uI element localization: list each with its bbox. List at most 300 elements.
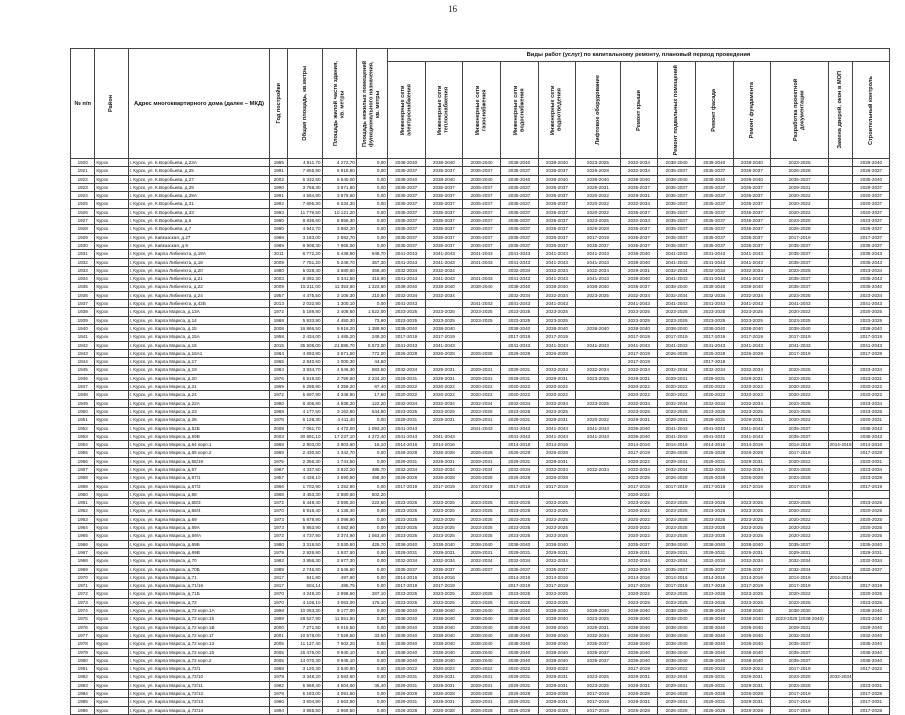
work-period-cell: 2038-2040 xyxy=(658,324,696,332)
table-row xyxy=(71,698,890,706)
table-row xyxy=(71,225,890,233)
work-period-cell xyxy=(828,565,852,573)
work-period-cell: 2017-2019 xyxy=(733,482,771,490)
work-period-cell: 2029-2031 xyxy=(500,548,538,556)
work-period-cell: 2029-2031 xyxy=(500,457,538,465)
work-period-cell: 2038-2040 xyxy=(463,640,501,648)
work-period-cell: 2026-2028 xyxy=(425,474,463,482)
work-type-header: Строительный контроль xyxy=(853,62,890,159)
work-period-cell: 2038-2040 xyxy=(853,607,890,615)
address-cell: г. Курск, ул. К.Воробьева, д.33 xyxy=(128,208,270,216)
table-row xyxy=(71,192,890,200)
area-living-cell: 4 091,60 xyxy=(322,690,356,698)
work-period-cell xyxy=(828,300,852,308)
district-cell: Курск xyxy=(95,665,128,673)
work-period-cell: 2023-2025 xyxy=(425,316,463,324)
row-number-cell: 1960 xyxy=(71,490,95,498)
work-period-cell: 2038-2040 xyxy=(733,615,771,623)
work-period-cell: 2038-2040 xyxy=(695,607,733,615)
year-cell: 1993 xyxy=(270,208,288,216)
work-period-cell: 2041-2043 xyxy=(733,300,771,308)
table-row xyxy=(71,706,890,714)
area-cell: 3 348,20 xyxy=(288,673,322,681)
address-cell: г. Курск, ул. Карла Либкнехта, д.18 xyxy=(128,258,270,266)
work-period-cell: 2035-2037 xyxy=(463,183,501,191)
table-row xyxy=(71,441,890,449)
work-period-cell: 2035-2037 xyxy=(695,565,733,573)
work-period-cell: 2017-2019 xyxy=(425,333,463,341)
work-period-cell: 2032-2034 xyxy=(620,200,658,208)
work-period-cell: 2038-2040 xyxy=(620,250,658,258)
work-period-cell xyxy=(576,349,620,357)
work-period-cell: 2038-2040 xyxy=(500,175,538,183)
row-number-cell: 1966 xyxy=(71,540,95,548)
work-period-cell: 2014-2016 xyxy=(500,441,538,449)
work-period-cell: 2038-2040 xyxy=(425,648,463,656)
work-period-cell: 2023-2025 xyxy=(387,407,425,415)
work-type-header: Ремонт фундамента xyxy=(733,62,771,159)
work-period-cell: 2029-2031 xyxy=(463,374,501,382)
work-period-cell xyxy=(828,482,852,490)
work-period-cell: 2017-2019 xyxy=(620,665,658,673)
work-period-cell: 2023-2025 xyxy=(695,507,733,515)
work-period-cell: 2038-2040 xyxy=(387,656,425,664)
work-period-cell: 2023-2025 xyxy=(733,524,771,532)
work-period-cell: 2023-2025 xyxy=(387,499,425,507)
work-period-cell: 2017-2019 xyxy=(695,333,733,341)
work-period-cell: 2020-2022 xyxy=(538,665,576,673)
district-cell: Курск xyxy=(95,175,128,183)
address-cell: г. Курск, ул. Карла Маркса, д.72 корп.1А xyxy=(128,607,270,615)
work-period-cell xyxy=(500,358,538,366)
address-cell: г. Курск, ул. Карла Маркса, д.72/11 xyxy=(128,681,270,689)
area-nonliving-cell: 0,00 xyxy=(356,524,387,532)
area-nonliving-cell: 0,00 xyxy=(356,565,387,573)
work-period-cell: 2029-2031 xyxy=(658,416,696,424)
row-number-cell: 1942 xyxy=(71,341,95,349)
work-period-cell: 2032-2034 xyxy=(695,465,733,473)
area-cell: 7 061,70 xyxy=(288,424,322,432)
work-period-cell: 2029-2031 xyxy=(425,374,463,382)
work-period-cell xyxy=(576,590,620,598)
work-period-cell: 2029-2031 xyxy=(620,266,658,274)
work-period-cell: 2035-2040 xyxy=(853,175,890,183)
work-period-cell: 2038-2040 xyxy=(538,607,576,615)
work-period-cell: 2023-2025 xyxy=(538,532,576,540)
work-period-cell xyxy=(828,275,852,283)
work-period-cell: 2032-2034 xyxy=(576,631,620,639)
work-period-cell: 2038-2040 xyxy=(500,159,538,167)
work-period-cell: 2035-2037 xyxy=(695,217,733,225)
area-nonliving-cell: 33,50 xyxy=(356,631,387,639)
work-period-cell: 2035-2037 xyxy=(500,217,538,225)
work-period-cell: 2023-2025 xyxy=(620,308,658,316)
table-row xyxy=(71,324,890,332)
address-cell: г. Курск, ул. Карла Маркса, д.69/А xyxy=(128,532,270,540)
work-period-cell: 2032-2034 xyxy=(538,266,576,274)
work-period-cell xyxy=(828,391,852,399)
year-cell: 2005 xyxy=(270,656,288,664)
work-period-cell: 2038-2040 xyxy=(425,283,463,291)
work-period-cell: 2032-2034 xyxy=(500,399,538,407)
work-period-cell: 2023-2025 xyxy=(620,474,658,482)
work-period-cell xyxy=(658,490,696,498)
work-period-cell: 2035-2037 xyxy=(695,192,733,200)
work-period-cell: 2035-2037 xyxy=(620,225,658,233)
work-period-cell: 2026-2028 xyxy=(620,706,658,714)
work-period-cell: 2023-2025 xyxy=(463,590,501,598)
work-period-cell: 2032-2034 xyxy=(463,465,501,473)
table-row xyxy=(71,183,890,191)
work-period-cell xyxy=(500,490,538,498)
work-period-cell: 2017-2022 xyxy=(853,665,890,673)
address-cell: г. Курск, ул. Карла Маркса, д.69В xyxy=(128,548,270,556)
table-row xyxy=(71,490,890,498)
work-period-cell: 2038-2040 xyxy=(425,607,463,615)
area-living-cell: 4 646,30 xyxy=(322,366,356,374)
year-cell: 1968 xyxy=(270,490,288,498)
area-nonliving-cell: 0,00 xyxy=(356,615,387,623)
district-cell: Курск xyxy=(95,515,128,523)
work-period-cell: 2026-2028 xyxy=(463,690,501,698)
work-period-cell: 2035-2037 xyxy=(733,241,771,249)
work-period-cell xyxy=(828,283,852,291)
area-nonliving-cell: 0,00 xyxy=(356,175,387,183)
table-row xyxy=(71,457,890,465)
year-cell: 1966 xyxy=(270,482,288,490)
area-nonliving-cell: 0,00 xyxy=(356,241,387,249)
work-period-cell: 2023-2040 xyxy=(853,615,890,623)
table-row xyxy=(71,598,890,606)
table-row xyxy=(71,241,890,249)
address-cell: г. Курск, ул. Карла Маркса, д.15 xyxy=(128,324,270,332)
work-period-cell: 2023-2025 xyxy=(771,407,829,415)
work-period-cell: 2035-2037 xyxy=(387,241,425,249)
work-period-cell: 2041-2043 xyxy=(500,250,538,258)
area-nonliving-cell: 425,70 xyxy=(356,540,387,548)
work-period-cell: 2029-2031 xyxy=(620,192,658,200)
work-period-cell: 2029-2031 xyxy=(425,416,463,424)
table-row xyxy=(71,673,890,681)
work-period-cell: 2029-2031 xyxy=(538,681,576,689)
work-type-header: Инженерные сети газоснабжения xyxy=(463,62,501,159)
table-row xyxy=(71,374,890,382)
work-period-cell: 2017-2019 xyxy=(500,582,538,590)
work-period-cell: 2026-2028 xyxy=(463,349,501,357)
table-row xyxy=(71,167,890,175)
area-living-cell: 4 472,00 xyxy=(322,424,356,432)
area-living-cell: 4 135,40 xyxy=(322,507,356,515)
row-number-cell: 1921 xyxy=(71,167,95,175)
work-period-cell: 2020-2037 xyxy=(853,200,890,208)
district-cell: Курск xyxy=(95,432,128,440)
work-period-cell: 2023-2025 xyxy=(771,374,829,382)
work-period-cell: 2026-2028 xyxy=(387,690,425,698)
address-cell: г. Курск, ул. Карла Маркса, д.72/1 xyxy=(128,665,270,673)
work-period-cell xyxy=(576,308,620,316)
work-period-cell xyxy=(463,582,501,590)
district-cell: Курск xyxy=(95,366,128,374)
work-period-cell: 2038-2040 xyxy=(620,324,658,332)
year-cell: 1985 xyxy=(270,159,288,167)
address-cell: г. Курск, ул. Карла Маркса, д.71/16 xyxy=(128,582,270,590)
table-row xyxy=(71,499,890,507)
district-cell: Курск xyxy=(95,291,128,299)
area-cell: 4 337,50 xyxy=(288,465,322,473)
row-number-cell: 1936 xyxy=(71,291,95,299)
work-period-cell xyxy=(576,449,620,457)
work-period-cell: 2032-2034 xyxy=(576,266,620,274)
district-cell: Курск xyxy=(95,449,128,457)
work-period-cell: 2035-2037 xyxy=(463,233,501,241)
work-period-cell: 2026-2028 xyxy=(695,690,733,698)
work-period-cell: 2035-2043 xyxy=(853,424,890,432)
work-period-cell: 2032-2034 xyxy=(576,465,620,473)
work-period-cell: 2023-2025 xyxy=(658,316,696,324)
work-period-cell: 2029-2031 xyxy=(576,183,620,191)
work-period-cell: 2029-2031 xyxy=(500,673,538,681)
work-period-cell: 2038-2040 xyxy=(500,623,538,631)
work-period-cell: 2038-2040 xyxy=(620,275,658,283)
work-period-cell: 2038-2040 xyxy=(425,640,463,648)
area-nonliving-cell: 222,60 xyxy=(356,499,387,507)
work-period-cell: 2029-2031 xyxy=(425,457,463,465)
table-row xyxy=(71,291,890,299)
work-period-cell: 2041-2043 xyxy=(658,250,696,258)
work-period-cell: 2038-2040 xyxy=(733,631,771,639)
work-period-cell: 2023-2025 xyxy=(695,308,733,316)
district-cell: Курск xyxy=(95,573,128,581)
work-period-cell: 2035-2037 xyxy=(425,233,463,241)
work-period-cell: 2035-2037 xyxy=(538,225,576,233)
work-period-cell: 2038-2040 xyxy=(463,631,501,639)
work-period-cell: 2023-2025 xyxy=(387,507,425,515)
area-nonliving-cell: 0,00 xyxy=(356,192,387,200)
work-period-cell: 2035-2037 xyxy=(425,192,463,200)
area-cell: 5 448,40 xyxy=(288,499,322,507)
work-period-cell xyxy=(828,341,852,349)
area-cell: 3 934,70 xyxy=(288,366,322,374)
work-period-cell: 2028-2040 xyxy=(853,159,890,167)
area-nonliving-cell: 287,10 xyxy=(356,590,387,598)
work-period-cell: 2023-2025 xyxy=(463,515,501,523)
work-period-cell: 2032-2034 xyxy=(620,399,658,407)
work-period-cell xyxy=(828,548,852,556)
table-row xyxy=(71,233,890,241)
work-period-cell: 2038-2040 xyxy=(695,615,733,623)
district-cell: Курск xyxy=(95,557,128,565)
work-period-cell: 2038-2040 xyxy=(620,648,658,656)
work-period-cell xyxy=(576,540,620,548)
district-cell: Курск xyxy=(95,283,128,291)
work-period-cell xyxy=(828,167,852,175)
table-row xyxy=(71,656,890,664)
area-living-cell: 497,60 xyxy=(322,573,356,581)
work-period-cell: 2041-2043 xyxy=(576,432,620,440)
district-cell: Курск xyxy=(95,490,128,498)
table-row xyxy=(71,590,890,598)
district-cell: Курск xyxy=(95,656,128,664)
work-period-cell xyxy=(828,698,852,706)
work-period-cell: 2020-2022 xyxy=(463,665,501,673)
work-period-cell: 2032-2034 xyxy=(387,291,425,299)
work-period-cell: 2020-2022 xyxy=(733,391,771,399)
address-cell: г. Курск, ул. Карла Маркса, д.69Б xyxy=(128,540,270,548)
work-period-cell: 2017-2019 xyxy=(620,358,658,366)
work-period-cell: 2041-2043 xyxy=(658,424,696,432)
work-period-cell: 2029-2031 xyxy=(387,681,425,689)
work-period-cell: 2023-2025 xyxy=(620,316,658,324)
work-period-cell xyxy=(576,665,620,673)
work-period-cell: 2038-2040 xyxy=(463,540,501,548)
row-number-cell: 1947 xyxy=(71,383,95,391)
year-cell: 1965 xyxy=(270,358,288,366)
work-period-cell: 2026-2028 xyxy=(425,449,463,457)
year-cell: 1970 xyxy=(270,590,288,598)
work-period-cell: 2026-2028 xyxy=(771,225,829,233)
area-living-cell: 3 162,80 xyxy=(322,407,356,415)
work-period-cell: 2035-2040 xyxy=(853,640,890,648)
area-cell: 2 434,00 xyxy=(288,333,322,341)
district-cell: Курск xyxy=(95,681,128,689)
work-period-cell: 2035-2037 xyxy=(538,233,576,241)
work-period-cell: 2038-2040 xyxy=(620,424,658,432)
area-living-cell: 3 063,00 xyxy=(322,598,356,606)
table-row xyxy=(71,217,890,225)
work-period-cell: 2029-2031 xyxy=(425,548,463,556)
area-nonliving-cell: 0,00 xyxy=(356,607,387,615)
work-period-cell: 2035-2037 xyxy=(695,225,733,233)
work-period-cell: 2041-2043 xyxy=(387,432,425,440)
work-period-cell: 2038-2040 xyxy=(620,640,658,648)
work-period-cell xyxy=(695,490,733,498)
area-cell: 4 106,10 xyxy=(288,598,322,606)
work-period-cell: 2035-2037 xyxy=(695,183,733,191)
work-period-cell: 2035-2037 xyxy=(658,241,696,249)
work-period-cell: 2020-2022 xyxy=(658,665,696,673)
year-cell: 1978 xyxy=(270,673,288,681)
area-nonliving-cell: 772,00 xyxy=(356,349,387,357)
address-cell: г. Курск, ул. Карла Маркса, д.67/1 xyxy=(128,474,270,482)
work-period-cell: 2023-2037 xyxy=(853,217,890,225)
work-period-cell: 2035-2037 xyxy=(695,241,733,249)
work-period-cell: 2035-2037 xyxy=(500,241,538,249)
area-living-cell: 5 246,70 xyxy=(322,258,356,266)
work-period-cell: 2041-2043 xyxy=(695,432,733,440)
district-cell: Курск xyxy=(95,698,128,706)
work-period-cell xyxy=(771,358,829,366)
work-period-cell: 2020-2022 xyxy=(771,208,829,216)
work-period-cell: 2038-2040 xyxy=(500,607,538,615)
work-period-cell: 2014-2016 xyxy=(658,573,696,581)
work-period-cell: 2032-2034 xyxy=(695,557,733,565)
work-period-cell: 2029-2031 xyxy=(387,698,425,706)
work-period-cell: 2035-2037 xyxy=(538,565,576,573)
work-period-cell: 2017-2028 xyxy=(853,449,890,457)
district-cell: Курск xyxy=(95,424,128,432)
work-period-cell: 2023-2025 xyxy=(576,681,620,689)
work-period-cell: 2029-2031 xyxy=(695,698,733,706)
work-period-cell: 2023-2025 xyxy=(425,507,463,515)
work-period-cell: 2035-2037 xyxy=(733,192,771,200)
work-period-cell: 2023-2025 xyxy=(695,407,733,415)
work-period-cell: 2026-2028 xyxy=(538,474,576,482)
work-period-cell: 2017-2019 xyxy=(658,582,696,590)
work-period-cell xyxy=(828,266,852,274)
area-nonliving-cell: 0,00 xyxy=(356,416,387,424)
work-period-cell xyxy=(425,424,463,432)
district-cell: Курск xyxy=(95,383,128,391)
row-number-cell: 1974 xyxy=(71,607,95,615)
area-nonliving-cell: 0,00 xyxy=(356,167,387,175)
work-period-cell: 2020-2022 xyxy=(387,391,425,399)
work-period-cell: 2023-2025 xyxy=(771,266,829,274)
work-period-cell xyxy=(387,358,425,366)
work-period-cell: 2017-2019 xyxy=(771,333,829,341)
work-period-cell: 2032-2034 xyxy=(425,291,463,299)
row-number-cell: 1971 xyxy=(71,582,95,590)
work-period-cell: 2020-2022 xyxy=(576,208,620,216)
work-period-cell: 2038-2040 xyxy=(538,631,576,639)
table-row xyxy=(71,507,890,515)
work-period-cell: 2017-2019 xyxy=(771,349,829,357)
work-period-cell: 2035-2037 xyxy=(387,167,425,175)
district-cell: Курск xyxy=(95,225,128,233)
work-period-cell: 2032-2034 xyxy=(387,557,425,565)
work-period-cell: 2023-2025 xyxy=(463,308,501,316)
work-period-cell: 2038-2040 xyxy=(658,283,696,291)
table-row xyxy=(71,532,890,540)
work-type-header: Инженерные сети водоотведения xyxy=(538,62,576,159)
area-living-cell: 485,75 xyxy=(322,582,356,590)
work-period-cell: 2026-2028 xyxy=(387,706,425,714)
work-period-cell: 2017-2019 xyxy=(620,449,658,457)
year-cell: 1972 xyxy=(270,308,288,316)
work-period-cell: 2038-2040 xyxy=(425,631,463,639)
area-cell: 604,14 xyxy=(288,582,322,590)
table-row xyxy=(71,407,890,415)
work-period-cell: 2023-2025 xyxy=(463,507,501,515)
work-period-cell: 2032-2034 xyxy=(538,465,576,473)
work-period-cell: 2029-2031 xyxy=(538,416,576,424)
row-number-cell: 1970 xyxy=(71,573,95,581)
work-period-cell: 2023-2025 xyxy=(425,524,463,532)
area-living-cell: 3 680,60 xyxy=(322,266,356,274)
work-period-cell xyxy=(828,241,852,249)
row-number-cell: 1975 xyxy=(71,615,95,623)
area-living-cell: 2 540,90 xyxy=(322,665,356,673)
table-row xyxy=(71,582,890,590)
area-cell: 4 911,70 xyxy=(288,159,322,167)
work-period-cell: 2035-2037 xyxy=(771,175,829,183)
work-type-header: Инженерные сети теплоснабжения xyxy=(425,62,463,159)
area-nonliving-cell: 0,00 xyxy=(356,690,387,698)
work-period-cell: 2038-2040 xyxy=(695,623,733,631)
work-period-cell xyxy=(828,532,852,540)
work-period-cell: 2023-2034 xyxy=(853,366,890,374)
work-period-cell: 2035-2037 xyxy=(658,225,696,233)
year-cell: 1969 xyxy=(270,316,288,324)
work-period-cell: 2035-2037 xyxy=(538,200,576,208)
work-period-cell: 2032-2034 xyxy=(463,399,501,407)
work-period-cell: 2038-2040 xyxy=(658,631,696,639)
work-period-cell: 2038-2040 xyxy=(695,656,733,664)
work-period-cell: 2032-2034 xyxy=(853,557,890,565)
work-period-cell: 2023-2025 xyxy=(771,474,829,482)
work-period-cell: 2041-2043 xyxy=(500,300,538,308)
row-number-cell: 1986 xyxy=(71,706,95,714)
work-period-cell: 2017-2019 xyxy=(425,482,463,490)
